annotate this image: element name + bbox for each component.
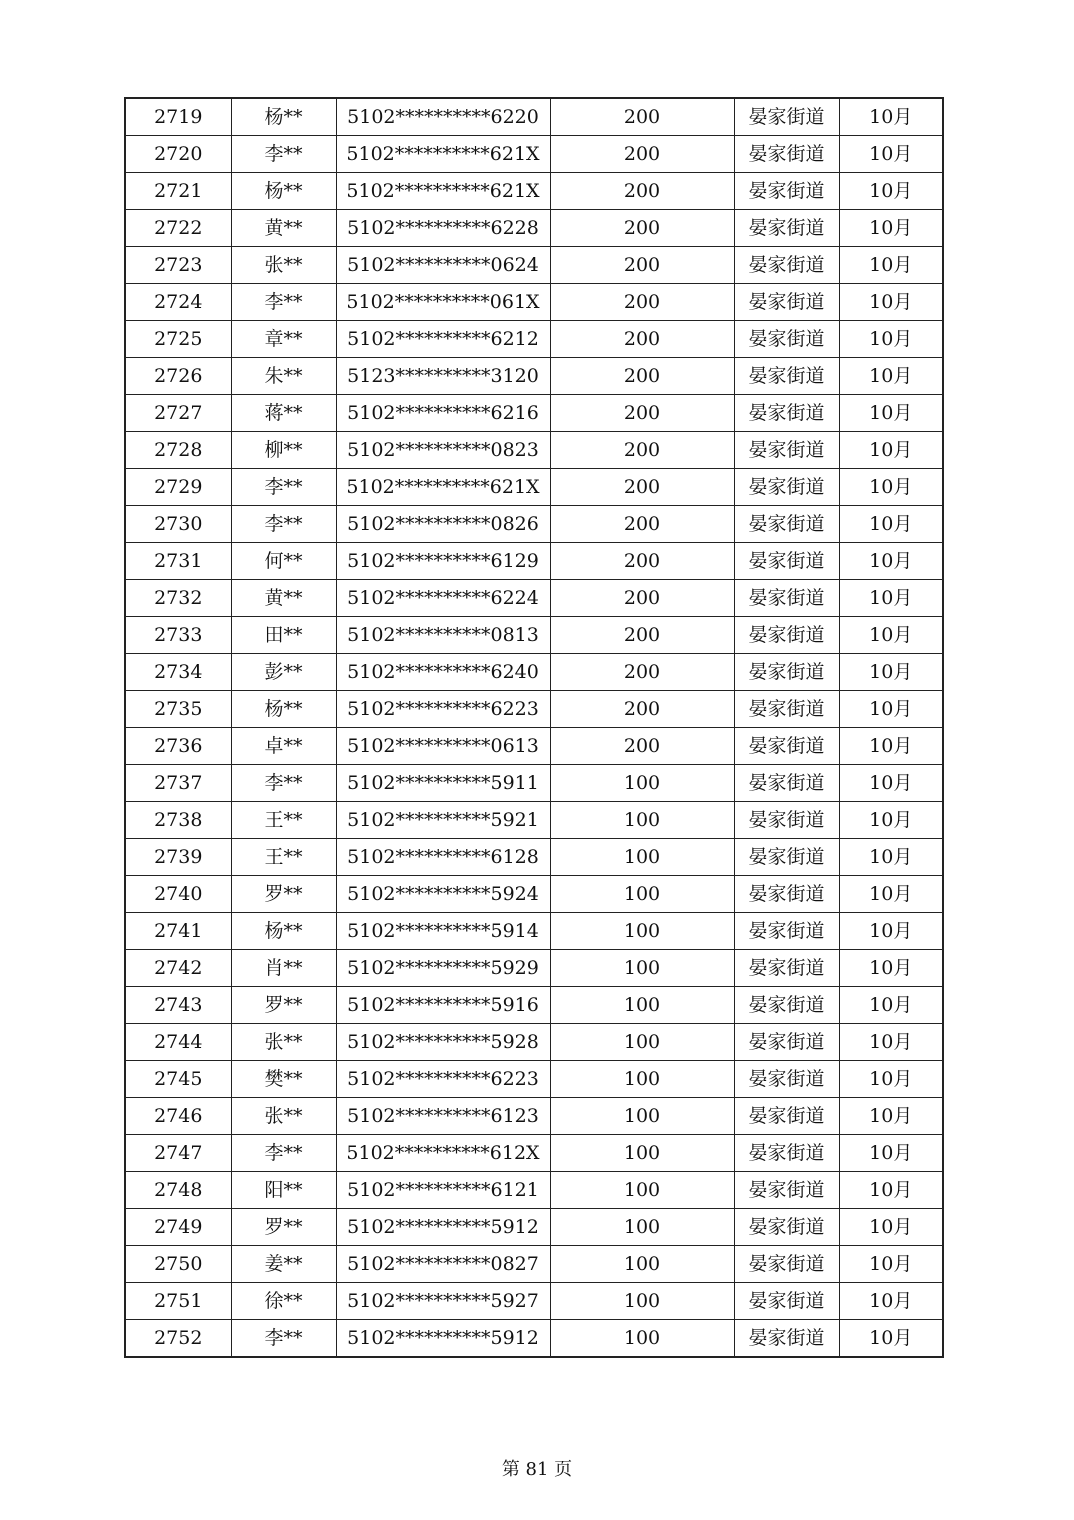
- cell-name: 罗**: [231, 987, 336, 1024]
- table-row: [125, 1061, 943, 1098]
- table-row: [125, 691, 943, 728]
- cell-id-number: 5123**********3120: [336, 358, 550, 395]
- cell-street: 晏家街道: [734, 210, 839, 247]
- cell-street: 晏家街道: [734, 987, 839, 1024]
- cell-amount: 100: [550, 1061, 734, 1098]
- cell-amount: 100: [550, 876, 734, 913]
- cell-serial-number: 2749: [125, 1209, 231, 1246]
- cell-street: 晏家街道: [734, 617, 839, 654]
- cell-street: 晏家街道: [734, 247, 839, 284]
- cell-month: 10月: [839, 1246, 943, 1283]
- cell-amount: 200: [550, 358, 734, 395]
- cell-name: 阳**: [231, 1172, 336, 1209]
- cell-id-number: 5102**********6223: [336, 1061, 550, 1098]
- cell-id-number: 5102**********5924: [336, 876, 550, 913]
- cell-name: 朱**: [231, 358, 336, 395]
- cell-street: 晏家街道: [734, 1024, 839, 1061]
- cell-month: 10月: [839, 1135, 943, 1172]
- cell-id-number: 5102**********621X: [336, 469, 550, 506]
- cell-amount: 200: [550, 136, 734, 173]
- cell-street: 晏家街道: [734, 839, 839, 876]
- cell-serial-number: 2741: [125, 913, 231, 950]
- cell-month: 10月: [839, 469, 943, 506]
- cell-month: 10月: [839, 1061, 943, 1098]
- cell-serial-number: 2747: [125, 1135, 231, 1172]
- cell-name: 李**: [231, 506, 336, 543]
- cell-id-number: 5102**********6123: [336, 1098, 550, 1135]
- cell-month: 10月: [839, 987, 943, 1024]
- cell-month: 10月: [839, 1209, 943, 1246]
- cell-street: 晏家街道: [734, 136, 839, 173]
- cell-serial-number: 2721: [125, 173, 231, 210]
- cell-name: 李**: [231, 136, 336, 173]
- cell-amount: 200: [550, 506, 734, 543]
- cell-amount: 100: [550, 1246, 734, 1283]
- table-row: [125, 321, 943, 358]
- table-row: [125, 432, 943, 469]
- subsidy-table-container: [124, 97, 944, 1358]
- cell-name: 黄**: [231, 580, 336, 617]
- cell-name: 蒋**: [231, 395, 336, 432]
- cell-month: 10月: [839, 654, 943, 691]
- cell-name: 李**: [231, 284, 336, 321]
- table-row: [125, 173, 943, 210]
- cell-month: 10月: [839, 876, 943, 913]
- cell-id-number: 5102**********621X: [336, 173, 550, 210]
- cell-serial-number: 2750: [125, 1246, 231, 1283]
- cell-street: 晏家街道: [734, 802, 839, 839]
- cell-name: 李**: [231, 1135, 336, 1172]
- cell-street: 晏家街道: [734, 173, 839, 210]
- table-row: [125, 1246, 943, 1283]
- cell-month: 10月: [839, 691, 943, 728]
- cell-month: 10月: [839, 432, 943, 469]
- table-row: [125, 950, 943, 987]
- cell-street: 晏家街道: [734, 1098, 839, 1135]
- cell-street: 晏家街道: [734, 1283, 839, 1320]
- cell-amount: 100: [550, 1320, 734, 1358]
- table-row: [125, 728, 943, 765]
- cell-amount: 100: [550, 1024, 734, 1061]
- cell-month: 10月: [839, 765, 943, 802]
- cell-amount: 100: [550, 765, 734, 802]
- cell-month: 10月: [839, 950, 943, 987]
- table-body: [125, 98, 943, 1357]
- table-row: [125, 543, 943, 580]
- cell-month: 10月: [839, 728, 943, 765]
- cell-month: 10月: [839, 1098, 943, 1135]
- table-row: [125, 1098, 943, 1135]
- cell-serial-number: 2739: [125, 839, 231, 876]
- cell-id-number: 5102**********5911: [336, 765, 550, 802]
- cell-amount: 200: [550, 654, 734, 691]
- cell-month: 10月: [839, 98, 943, 136]
- cell-amount: 200: [550, 173, 734, 210]
- cell-serial-number: 2740: [125, 876, 231, 913]
- cell-serial-number: 2727: [125, 395, 231, 432]
- cell-id-number: 5102**********6220: [336, 98, 550, 136]
- cell-month: 10月: [839, 1283, 943, 1320]
- table-row: [125, 654, 943, 691]
- cell-serial-number: 2751: [125, 1283, 231, 1320]
- cell-name: 黄**: [231, 210, 336, 247]
- cell-serial-number: 2748: [125, 1172, 231, 1209]
- cell-name: 罗**: [231, 876, 336, 913]
- table-row: [125, 469, 943, 506]
- cell-amount: 200: [550, 432, 734, 469]
- table-row: [125, 395, 943, 432]
- cell-name: 王**: [231, 839, 336, 876]
- cell-id-number: 5102**********5929: [336, 950, 550, 987]
- cell-name: 肖**: [231, 950, 336, 987]
- subsidy-table: [124, 97, 944, 1358]
- cell-id-number: 5102**********5921: [336, 802, 550, 839]
- cell-street: 晏家街道: [734, 876, 839, 913]
- cell-street: 晏家街道: [734, 950, 839, 987]
- cell-name: 章**: [231, 321, 336, 358]
- cell-month: 10月: [839, 617, 943, 654]
- cell-serial-number: 2724: [125, 284, 231, 321]
- cell-id-number: 5102**********6128: [336, 839, 550, 876]
- cell-street: 晏家街道: [734, 913, 839, 950]
- cell-id-number: 5102**********0826: [336, 506, 550, 543]
- table-row: [125, 284, 943, 321]
- table-row: [125, 1172, 943, 1209]
- cell-street: 晏家街道: [734, 1172, 839, 1209]
- cell-id-number: 5102**********0624: [336, 247, 550, 284]
- cell-amount: 200: [550, 247, 734, 284]
- cell-street: 晏家街道: [734, 691, 839, 728]
- cell-street: 晏家街道: [734, 1246, 839, 1283]
- cell-street: 晏家街道: [734, 728, 839, 765]
- cell-serial-number: 2720: [125, 136, 231, 173]
- cell-id-number: 5102**********5928: [336, 1024, 550, 1061]
- cell-amount: 200: [550, 395, 734, 432]
- cell-serial-number: 2735: [125, 691, 231, 728]
- cell-month: 10月: [839, 247, 943, 284]
- cell-amount: 100: [550, 913, 734, 950]
- cell-name: 李**: [231, 1320, 336, 1358]
- table-row: [125, 358, 943, 395]
- table-row: [125, 1024, 943, 1061]
- cell-id-number: 5102**********621X: [336, 136, 550, 173]
- cell-id-number: 5102**********0823: [336, 432, 550, 469]
- cell-amount: 200: [550, 580, 734, 617]
- cell-month: 10月: [839, 358, 943, 395]
- cell-amount: 200: [550, 543, 734, 580]
- cell-name: 张**: [231, 247, 336, 284]
- cell-amount: 200: [550, 617, 734, 654]
- cell-street: 晏家街道: [734, 1061, 839, 1098]
- cell-id-number: 5102**********6224: [336, 580, 550, 617]
- cell-street: 晏家街道: [734, 395, 839, 432]
- cell-month: 10月: [839, 506, 943, 543]
- table-row: [125, 987, 943, 1024]
- cell-id-number: 5102**********6121: [336, 1172, 550, 1209]
- cell-serial-number: 2737: [125, 765, 231, 802]
- cell-name: 杨**: [231, 913, 336, 950]
- cell-serial-number: 2732: [125, 580, 231, 617]
- cell-street: 晏家街道: [734, 321, 839, 358]
- cell-amount: 200: [550, 691, 734, 728]
- cell-amount: 100: [550, 987, 734, 1024]
- cell-street: 晏家街道: [734, 284, 839, 321]
- cell-name: 李**: [231, 469, 336, 506]
- cell-serial-number: 2744: [125, 1024, 231, 1061]
- table-row: [125, 247, 943, 284]
- cell-month: 10月: [839, 284, 943, 321]
- cell-amount: 100: [550, 1135, 734, 1172]
- cell-id-number: 5102**********612X: [336, 1135, 550, 1172]
- table-row: [125, 876, 943, 913]
- cell-amount: 100: [550, 950, 734, 987]
- cell-id-number: 5102**********5914: [336, 913, 550, 950]
- cell-amount: 200: [550, 98, 734, 136]
- cell-id-number: 5102**********5912: [336, 1320, 550, 1358]
- cell-street: 晏家街道: [734, 432, 839, 469]
- cell-month: 10月: [839, 839, 943, 876]
- cell-serial-number: 2726: [125, 358, 231, 395]
- cell-month: 10月: [839, 1172, 943, 1209]
- cell-street: 晏家街道: [734, 765, 839, 802]
- cell-id-number: 5102**********0613: [336, 728, 550, 765]
- table-row: [125, 580, 943, 617]
- table-row: [125, 1209, 943, 1246]
- cell-serial-number: 2742: [125, 950, 231, 987]
- cell-month: 10月: [839, 543, 943, 580]
- cell-id-number: 5102**********6216: [336, 395, 550, 432]
- cell-month: 10月: [839, 395, 943, 432]
- table-row: [125, 1283, 943, 1320]
- cell-street: 晏家街道: [734, 580, 839, 617]
- table-row: [125, 1320, 943, 1358]
- cell-serial-number: 2723: [125, 247, 231, 284]
- table-row: [125, 617, 943, 654]
- cell-serial-number: 2734: [125, 654, 231, 691]
- cell-name: 杨**: [231, 691, 336, 728]
- cell-id-number: 5102**********5916: [336, 987, 550, 1024]
- cell-month: 10月: [839, 580, 943, 617]
- cell-month: 10月: [839, 913, 943, 950]
- cell-street: 晏家街道: [734, 506, 839, 543]
- cell-name: 杨**: [231, 173, 336, 210]
- cell-amount: 100: [550, 1172, 734, 1209]
- cell-amount: 100: [550, 1209, 734, 1246]
- cell-name: 柳**: [231, 432, 336, 469]
- cell-serial-number: 2730: [125, 506, 231, 543]
- table-row: [125, 802, 943, 839]
- cell-amount: 100: [550, 839, 734, 876]
- cell-amount: 200: [550, 284, 734, 321]
- cell-amount: 200: [550, 728, 734, 765]
- cell-month: 10月: [839, 136, 943, 173]
- cell-name: 樊**: [231, 1061, 336, 1098]
- cell-street: 晏家街道: [734, 1135, 839, 1172]
- cell-name: 何**: [231, 543, 336, 580]
- table-row: [125, 136, 943, 173]
- page-number: 第 81 页: [501, 1459, 573, 1480]
- cell-amount: 100: [550, 1098, 734, 1135]
- cell-id-number: 5102**********6240: [336, 654, 550, 691]
- cell-street: 晏家街道: [734, 98, 839, 136]
- cell-month: 10月: [839, 321, 943, 358]
- cell-id-number: 5102**********6212: [336, 321, 550, 358]
- cell-amount: 200: [550, 321, 734, 358]
- cell-serial-number: 2728: [125, 432, 231, 469]
- cell-serial-number: 2729: [125, 469, 231, 506]
- cell-name: 张**: [231, 1098, 336, 1135]
- cell-name: 姜**: [231, 1246, 336, 1283]
- cell-amount: 200: [550, 469, 734, 506]
- cell-month: 10月: [839, 173, 943, 210]
- table-row: [125, 765, 943, 802]
- cell-serial-number: 2733: [125, 617, 231, 654]
- cell-serial-number: 2719: [125, 98, 231, 136]
- cell-name: 徐**: [231, 1283, 336, 1320]
- cell-name: 罗**: [231, 1209, 336, 1246]
- cell-serial-number: 2743: [125, 987, 231, 1024]
- cell-street: 晏家街道: [734, 1209, 839, 1246]
- cell-month: 10月: [839, 1024, 943, 1061]
- cell-serial-number: 2736: [125, 728, 231, 765]
- cell-id-number: 5102**********6129: [336, 543, 550, 580]
- table-row: [125, 506, 943, 543]
- cell-amount: 100: [550, 802, 734, 839]
- cell-month: 10月: [839, 802, 943, 839]
- cell-serial-number: 2746: [125, 1098, 231, 1135]
- cell-street: 晏家街道: [734, 543, 839, 580]
- table-row: [125, 210, 943, 247]
- table-row: [125, 913, 943, 950]
- cell-name: 田**: [231, 617, 336, 654]
- cell-serial-number: 2722: [125, 210, 231, 247]
- cell-amount: 200: [550, 210, 734, 247]
- cell-id-number: 5102**********5912: [336, 1209, 550, 1246]
- cell-name: 彭**: [231, 654, 336, 691]
- cell-month: 10月: [839, 210, 943, 247]
- cell-name: 杨**: [231, 98, 336, 136]
- cell-street: 晏家街道: [734, 654, 839, 691]
- cell-name: 王**: [231, 802, 336, 839]
- cell-id-number: 5102**********6223: [336, 691, 550, 728]
- cell-id-number: 5102**********0813: [336, 617, 550, 654]
- cell-street: 晏家街道: [734, 358, 839, 395]
- cell-id-number: 5102**********061X: [336, 284, 550, 321]
- cell-street: 晏家街道: [734, 469, 839, 506]
- cell-amount: 100: [550, 1283, 734, 1320]
- cell-serial-number: 2725: [125, 321, 231, 358]
- cell-serial-number: 2745: [125, 1061, 231, 1098]
- cell-name: 张**: [231, 1024, 336, 1061]
- cell-id-number: 5102**********6228: [336, 210, 550, 247]
- cell-month: 10月: [839, 1320, 943, 1358]
- table-row: [125, 1135, 943, 1172]
- cell-name: 卓**: [231, 728, 336, 765]
- cell-id-number: 5102**********5927: [336, 1283, 550, 1320]
- cell-name: 李**: [231, 765, 336, 802]
- table-row: [125, 839, 943, 876]
- table-row: [125, 98, 943, 136]
- cell-street: 晏家街道: [734, 1320, 839, 1358]
- cell-serial-number: 2738: [125, 802, 231, 839]
- cell-serial-number: 2752: [125, 1320, 231, 1358]
- cell-id-number: 5102**********0827: [336, 1246, 550, 1283]
- cell-serial-number: 2731: [125, 543, 231, 580]
